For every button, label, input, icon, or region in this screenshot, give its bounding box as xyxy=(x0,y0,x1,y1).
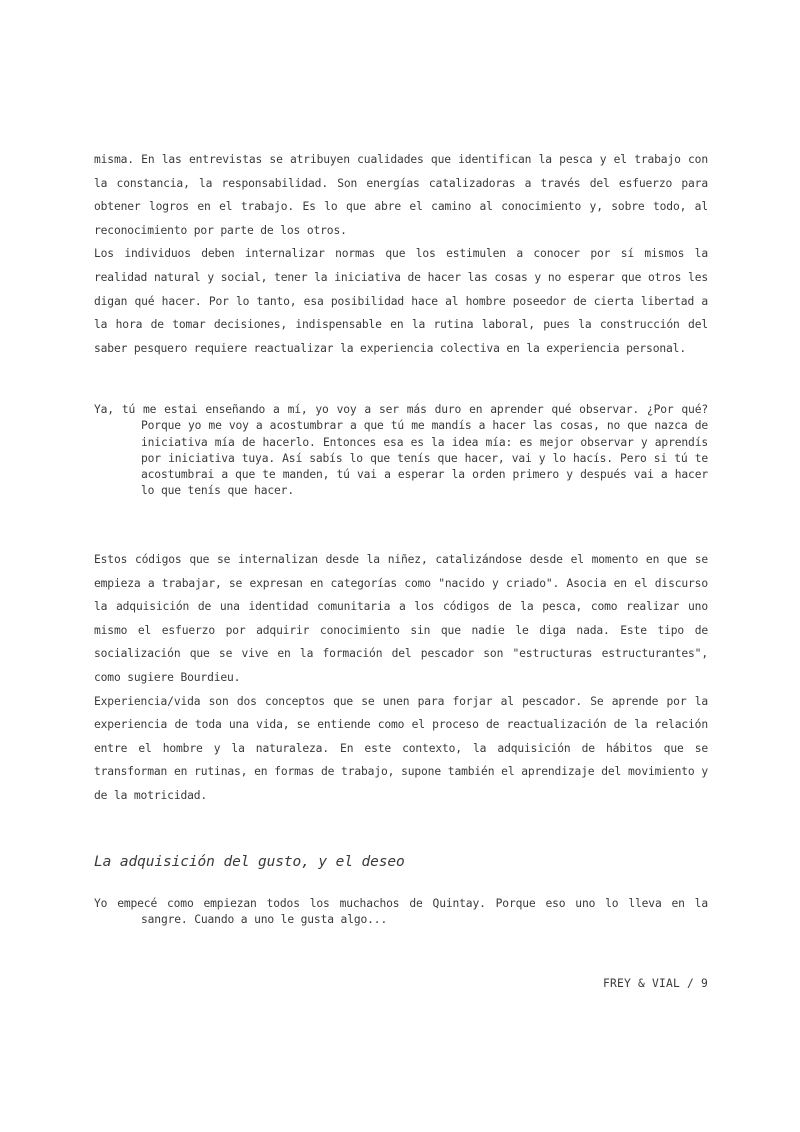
quote-text-1: Ya, tú me estai enseñando a mí, yo voy a ser más duro en aprender qué observar. ¿Por qué? Porque yo me voy a acostumbrar a que tú me mandís a hacer las cosas, no que nazca de iniciativa mía de hacerlo. Entonces esa es la idea mía: es mejor observar y aprendís por iniciativa tuya. Así sabís lo que tenís que hacer, vai y lo hacís. Pero si tú te acostumbrai a que te manden, tú vai a esperar la orden primero y después vai a hacer lo que tenís que hacer. xyxy=(94,403,708,498)
interview-quote-2 xyxy=(94,896,708,929)
body-text-block-2 xyxy=(94,548,708,808)
paragraph-3: Estos códigos que se internalizan desde la niñez, catalizándose desde el momento en que se empieza a trabajar, se expresan en categorías como "nacido y criado". Asocia en el discurso la adquisición de una identidad comunitaria a los códigos de la pesca, como realizar uno mismo el esfuerzo por adquirir conocimiento sin que nadie le diga nada. Este tipo de socialización que se vive en la formación del pescador son "estructuras estructurantes", como sugiere Bourdieu. xyxy=(94,553,708,684)
page-footer-running-head: FREY & VIAL / 9 xyxy=(602,977,708,990)
quote-text-2: Yo empecé como empiezan todos los muchachos de Quintay. Porque eso uno lo lleva en la sangre. Cuando a uno le gusta algo... xyxy=(94,897,708,927)
interview-quote-1 xyxy=(94,402,708,500)
section-heading: La adquisición del gusto, y el deseo xyxy=(94,854,405,870)
paragraph-4: Experiencia/vida son dos conceptos que se unen para forjar al pescador. Se aprende por la experiencia de toda una vida, se entiende como el proceso de reactualización de la relación entre el hombre y la naturaleza. En este contexto, la adquisición de hábitos que se transforman en rutinas, en formas de trabajo, supone también el aprendizaje del movimiento y de la motricidad. xyxy=(94,694,708,802)
body-text-block-1 xyxy=(94,148,708,360)
paragraph-2: Los individuos deben internalizar normas que los estimulen a conocer por sí mismos la realidad natural y social, tener la iniciativa de hacer las cosas y no esperar que otros les digan qué hacer. Por lo tanto, esa posibilidad hace al hombre poseedor de cierta libertad a la hora de tomar decisiones, indispensable en la rutina laboral, pues la construcción del saber pesquero requiere reactualizar la experiencia colectiva en la experiencia personal. xyxy=(94,247,708,355)
paragraph-1: misma. En las entrevistas se atribuyen cualidades que identifican la pesca y el trabajo con la constancia, la responsabilidad. Son energías catalizadoras a través del esfuerzo para obtener logros en el trabajo. Es lo que abre el camino al conocimiento y, sobre todo, al reconocimiento por parte de los otros. xyxy=(94,153,708,237)
